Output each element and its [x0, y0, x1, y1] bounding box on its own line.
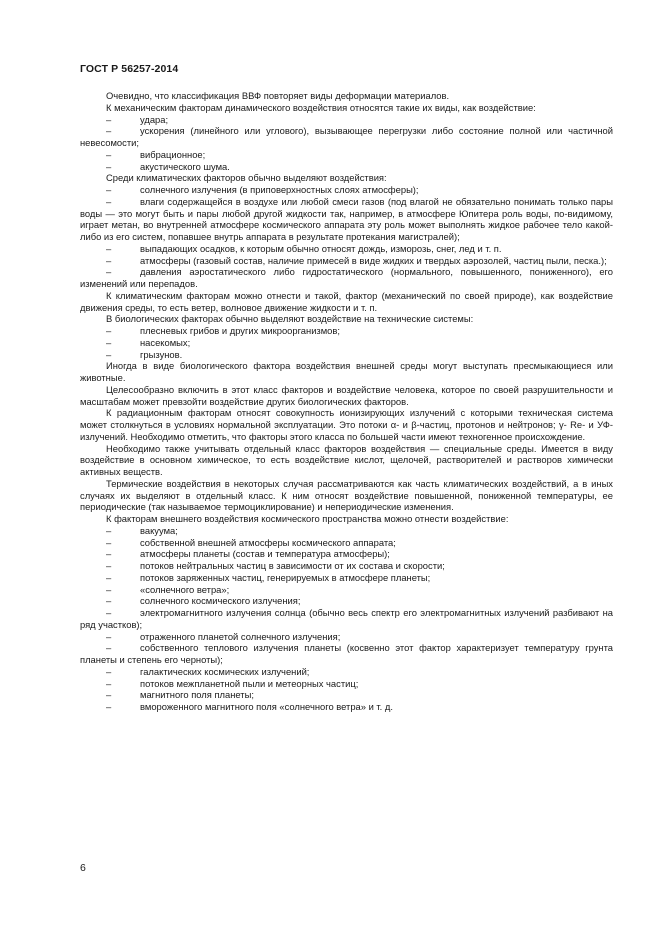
list-item	[80, 525, 613, 537]
document-header: ГОСТ Р 56257-2014	[80, 63, 179, 75]
paragraph: К факторам внешнего воздействия космического пространства можно отнести воздействие:	[106, 513, 509, 524]
list-item-text: вмороженного магнитного поля «солнечного ветра» и т. д.	[140, 701, 393, 712]
list-item-text: собственной внешней атмосферы космического аппарата;	[140, 536, 396, 548]
list-item-text: грызунов.	[140, 348, 183, 360]
list-item-text: потоков нейтральных частиц в зависимости от их состава и скорости;	[140, 560, 445, 571]
list-item-text: удара;	[140, 113, 169, 125]
list-item	[80, 325, 613, 337]
list-item-text: вибрационное;	[140, 148, 206, 160]
list-dash: –	[106, 242, 112, 254]
list-item	[80, 560, 613, 572]
list-dash: –	[106, 642, 112, 654]
list-item	[80, 701, 613, 713]
paragraph: В биологических факторах обычно выделяют воздействие на технические системы:	[106, 313, 474, 325]
page-number: 6	[80, 862, 86, 874]
list-item	[80, 572, 613, 584]
list-item	[80, 595, 613, 607]
list-item-text: атмосферы (газовый состав, наличие примесей в виде жидких и твердых аэрозолей, частиц пыли, песка.);	[140, 254, 607, 266]
list-dash: –	[106, 184, 112, 195]
list-dash: –	[106, 524, 112, 536]
paragraph: Среди климатических факторов обычно выделяют воздействия:	[106, 172, 387, 184]
list-dash: –	[106, 665, 112, 677]
list-dash: –	[106, 336, 112, 348]
list-item	[80, 666, 613, 678]
list-item-text: солнечного излучения (в приповерхностных слоях атмосферы);	[140, 184, 419, 195]
list-item-text: акустического шума.	[140, 160, 230, 172]
list-item	[80, 255, 613, 267]
paragraph: Термические воздействия в некоторых случая рассматриваются как часть климатических воздействий, а в иных случаях их выделяют в отдельный класс. К ним относят воздействие повышенной, пониженной температуры, ее периодические (так называемое термоциклирование) и непериодические изменения.	[80, 477, 613, 513]
paragraph: К механическим факторам динамического воздействия относятся такие их виды, как воздействие:	[106, 101, 536, 113]
list-dash: –	[106, 689, 112, 701]
paragraph: Необходимо также учитывать отдельный класс факторов воздействия — специальные среды. Имеется в виду воздействие в основном химическое, то есть воздействие кислот, щелочей, растворителей и растворов химически активных веществ.	[80, 442, 613, 477]
list-item	[80, 149, 613, 161]
list-item	[80, 243, 613, 255]
list-item-text: галактических космических излучений;	[140, 665, 310, 677]
list-item-text: выпадающих осадков, к которым обычно относят дождь, изморозь, снег, лед и т. п.	[140, 242, 502, 254]
list-item-text: собственного теплового излучения планеты (косвенно этот фактор характеризует температуру грунта планеты и степень его черноты);	[80, 642, 613, 665]
list-dash: –	[106, 266, 112, 278]
list-dash: –	[106, 571, 112, 583]
list-item-text: насекомых;	[140, 336, 191, 348]
list-item	[80, 161, 613, 173]
list-dash: –	[106, 148, 112, 160]
list-dash: –	[106, 701, 112, 712]
list-item-text: отраженного планетой солнечного излучения;	[140, 630, 341, 642]
list-item	[80, 266, 613, 290]
list-dash: –	[106, 560, 112, 571]
list-dash: –	[106, 677, 112, 689]
document-body	[80, 90, 613, 713]
list-item	[80, 642, 613, 666]
list-item	[80, 114, 613, 126]
list-item-text: потоков межпланетной пыли и метеорных частиц;	[140, 677, 359, 689]
list-item-text: электромагнитного излучения солнца (обычно весь спектр его электромагнитных излучений разбивают на ряд участков);	[80, 607, 613, 630]
list-item	[80, 537, 613, 549]
paragraph: Очевидно, что классификация ВВФ повторяет виды деформации материалов.	[106, 90, 450, 101]
list-item-text: атмосферы планеты (состав и температура атмосферы);	[140, 548, 390, 560]
list-dash: –	[106, 548, 112, 560]
list-dash: –	[106, 595, 112, 607]
list-item	[80, 349, 613, 361]
list-item-text: потоков заряженных частиц, генерируемых в атмосфере планеты;	[140, 571, 431, 583]
list-item	[80, 196, 613, 243]
list-item	[80, 584, 613, 596]
list-item	[80, 125, 613, 149]
list-dash: –	[106, 325, 112, 336]
list-item	[80, 184, 613, 196]
list-dash: –	[106, 607, 112, 618]
list-dash: –	[106, 125, 112, 137]
list-dash: –	[106, 536, 112, 548]
list-dash: –	[106, 254, 112, 266]
paragraph: К радиационным факторам относят совокупность ионизирующих излучений с которыми техническая система может столкнуться в условиях нормальной эксплуатации. Это потоки α- и β-частиц, протонов и нейтронов; γ- Re- и УФ- излучений. Необходимо отметить, что факторы этого класса по большей части имеют техногенное происхождение.	[80, 407, 613, 442]
list-item	[80, 689, 613, 701]
list-dash: –	[106, 195, 112, 207]
paragraph: К климатическим факторам можно отнести и такой, фактор (механический по своей природе), как воздействие движения среды, то есть ветер, волновое движение жидкости и т. п.	[80, 289, 613, 313]
list-item-text: вакуума;	[140, 524, 178, 536]
list-item	[80, 337, 613, 349]
list-dash: –	[106, 348, 112, 360]
list-item	[80, 548, 613, 560]
list-dash: –	[106, 583, 112, 595]
list-dash: –	[106, 160, 112, 172]
list-item	[80, 631, 613, 643]
list-item-text: магнитного поля планеты;	[140, 689, 254, 701]
list-dash: –	[106, 113, 112, 125]
list-item	[80, 678, 613, 690]
list-dash: –	[106, 630, 112, 642]
list-item-text: влаги содержащейся в воздухе или любой смеси газов (под влагой не обязательно понимать только пары воды — это могут быть и пары любой другой жидкости так, например, в атмосфере Юпитера роль воды, по-видимому, играет метан, во внутренней атмосфере космического аппарата эту роль может выполнять жидкое рабочее тело какой-либо из его систем, попавшее внутрь аппарата в результате протекания магистралей);	[80, 195, 613, 242]
list-item-text: «солнечного ветра»;	[140, 583, 230, 595]
paragraph: Иногда в виде биологического фактора воздействия внешней среды могут выступать пресмыкающиеся или животные.	[80, 360, 613, 383]
list-item-text: плесневых грибов и других микроорганизмов;	[140, 325, 340, 336]
list-item-text: ускорения (линейного или углового), вызывающее перегрузки либо состояние полной или частичной невесомости;	[80, 125, 613, 148]
list-item	[80, 607, 613, 631]
paragraph: Целесообразно включить в этот класс факторов и воздействие человека, которое по своей разрушительности и масштабам может превзойти воздействие других биологических факторов.	[80, 383, 613, 407]
list-item-text: солнечного космического излучения;	[140, 595, 301, 607]
list-item-text: давления аэростатического либо гидростатического (нормального, повышенного, пониженного), его изменений или перепадов.	[80, 266, 613, 289]
